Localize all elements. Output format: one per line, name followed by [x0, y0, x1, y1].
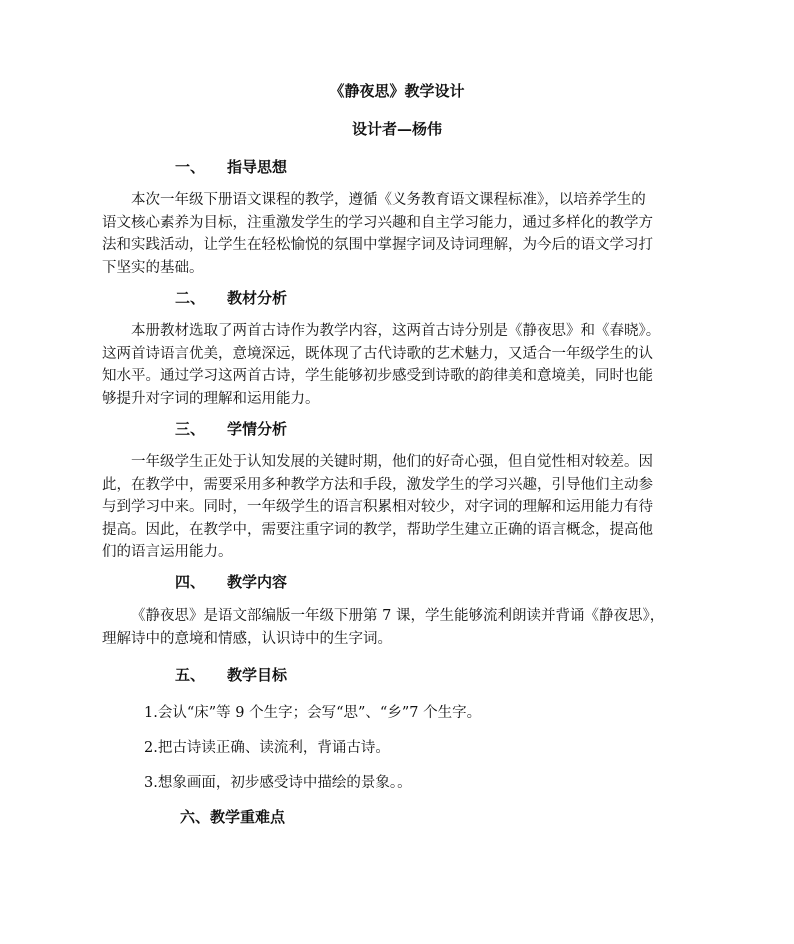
- teaching-goal-item: 1.会认“床”等 9 个生字；会写“思”、“乡”7 个生字。: [144, 705, 482, 721]
- paragraph-line: 此，在教学中，需要采用多种教学方法和手段，激发学生的学习兴趣，引导他们主动参: [102, 476, 653, 493]
- section-heading-5: [175, 665, 287, 685]
- section-paragraph-3: [102, 451, 708, 564]
- teaching-goal-item: 2.把古诗读正确、读流利，背诵古诗。: [144, 740, 390, 756]
- paragraph-line: 《静夜思》是语文部编版一年级下册第 7 课，学生能够流利朗读并背诵《静夜思》，: [131, 608, 665, 624]
- paragraph-line: 本次一年级下册语文课程的教学，遵循《义务教育语文课程标准》，以培养学生的: [131, 192, 646, 208]
- section-paragraph-2: [102, 320, 708, 410]
- section-title: 教材分析: [227, 289, 288, 307]
- section-heading-2: [175, 288, 287, 308]
- section-paragraph-4: [102, 605, 708, 650]
- paragraph-line: 理解诗中的意境和情感，认识诗中的生字词。: [102, 630, 392, 647]
- section-number: 三、: [175, 420, 206, 438]
- paragraph-line: 与到学习中来。同时，一年级学生的语言积累相对较少，对字词的理解和运用能力有待: [102, 499, 653, 515]
- section-paragraph-1: [102, 189, 708, 279]
- paragraph-line: 下坚实的基础。: [102, 259, 204, 276]
- section-title: 教学内容: [227, 573, 288, 591]
- section-number: 五、: [175, 666, 206, 684]
- paragraph-line: 们的语言运用能力。: [102, 544, 233, 560]
- paragraph-line: 够提升对字词的理解和运用能力。: [102, 390, 320, 407]
- section-number: 四、: [175, 573, 206, 591]
- section-heading-3: [175, 419, 287, 439]
- section-title: 指导思想: [227, 158, 288, 176]
- paragraph-line: 提高。因此，在教学中，需要注重字词的教学，帮助学生建立正确的语言概念，提高他: [102, 521, 653, 538]
- section-title: 教学重难点: [210, 808, 286, 826]
- paragraph-line: 语文核心素养为目标，注重激发学生的学习兴趣和自主学习能力，通过多样化的教学方: [102, 214, 653, 231]
- section-number: 一、: [175, 158, 206, 176]
- paragraph-line: 本册教材选取了两首古诗作为教学内容，这两首古诗分别是《静夜思》和《春晓》。: [131, 323, 661, 339]
- paragraph-line: 这两首诗语言优美，意境深远，既体现了古代诗歌的艺术魅力，又适合一年级学生的认: [102, 345, 653, 362]
- author-line: 设计者—杨伟: [351, 120, 442, 138]
- section-title: 学情分析: [227, 420, 288, 438]
- document-title: 《静夜思》教学设计: [329, 82, 465, 100]
- section-heading-4: [175, 572, 287, 592]
- section-heading-6: [180, 807, 285, 827]
- paragraph-line: 一年级学生正处于认知发展的关键时期，他们的好奇心强，但自觉性相对较差。因: [131, 454, 653, 470]
- teaching-goal-item: 3.想象画面，初步感受诗中描绘的景象。。: [144, 775, 412, 791]
- section-number: 二、: [175, 289, 206, 307]
- section-number: 六、: [180, 808, 211, 826]
- paragraph-line: 法和实践活动，让学生在轻松愉悦的氛围中掌握字词及诗词理解，为今后的语文学习打: [102, 237, 653, 253]
- section-heading-1: [175, 157, 287, 177]
- paragraph-line: 知水平。通过学习这两首古诗，学生能够初步感受到诗歌的韵律美和意境美，同时也能: [102, 368, 653, 384]
- section-title: 教学目标: [227, 666, 288, 684]
